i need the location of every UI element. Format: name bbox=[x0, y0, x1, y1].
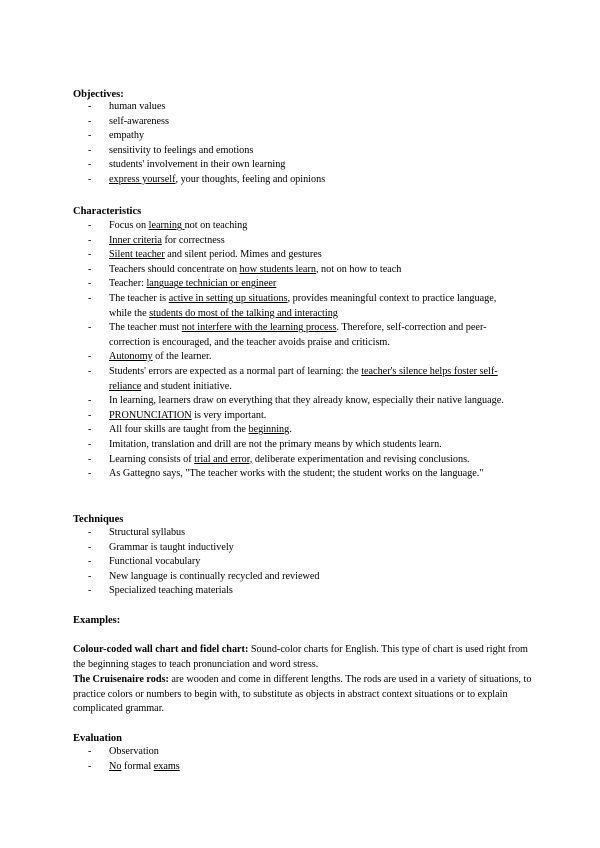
techniques-heading: Techniques bbox=[73, 514, 124, 525]
list-item: - Students' errors are expected as a normal part of learning: the teacher's silence helps foster self-reliance and student initiative. bbox=[88, 365, 518, 394]
list-item: - Silent teacher and silent period. Mimes and gestures bbox=[88, 248, 518, 263]
list-item: - Grammar is taught inductively bbox=[88, 541, 319, 556]
evaluation-heading: Evaluation bbox=[73, 733, 123, 744]
example-paragraph-rods: The Cruisenaire rods: are wooden and come in different lengths. The rods are used in a variety of situations, to practice colors or numbers to begin with, to substitute as objects in abstract context situations or to explain complicated grammar. bbox=[73, 674, 532, 715]
list-item: - Focus on learning not on teaching bbox=[88, 219, 518, 234]
objectives-heading: Objectives: bbox=[73, 89, 124, 100]
examples-heading: Examples: bbox=[73, 615, 121, 626]
list-item: - Inner criteria for correctness bbox=[88, 234, 518, 249]
characteristics-list bbox=[88, 219, 518, 482]
list-item: - express yourself, your thoughts, feeling and opinions bbox=[88, 173, 325, 188]
list-item: - students' involvement in their own learning bbox=[88, 158, 325, 173]
objectives-list bbox=[88, 100, 325, 188]
list-item: - empathy bbox=[88, 129, 325, 144]
techniques-list bbox=[88, 526, 319, 599]
list-item: - Observation bbox=[88, 745, 180, 760]
list-item: - PRONUNCIATION is very important. bbox=[88, 409, 518, 424]
list-item: - Structural syllabus bbox=[88, 526, 319, 541]
list-item: - Teacher: language technician or engineer bbox=[88, 277, 518, 292]
underlined-text: express yourself bbox=[109, 173, 176, 185]
list-item: - New language is continually recycled and reviewed bbox=[88, 570, 319, 585]
list-item: - human values bbox=[88, 100, 325, 115]
list-item: - Specialized teaching materials bbox=[88, 584, 319, 599]
list-item: - sensitivity to feelings and emotions bbox=[88, 144, 325, 159]
list-item: - Teachers should concentrate on how students learn, not on how to teach bbox=[88, 263, 518, 278]
list-item: - All four skills are taught from the beginning. bbox=[88, 423, 518, 438]
list-item: - In learning, learners draw on everything that they already know, especially their native language. bbox=[88, 394, 518, 409]
list-item: - self-awareness bbox=[88, 115, 325, 130]
list-item: - Imitation, translation and drill are not the primary means by which students learn. bbox=[88, 438, 518, 453]
list-item: - Autonomy of the learner. bbox=[88, 350, 518, 365]
list-item: - The teacher is active in setting up situations, provides meaningful context to practice language, while the students do most of the talking and interacting bbox=[88, 292, 518, 321]
example-paragraph-chart: Colour-coded wall chart and fidel chart: Sound-color charts for English. This type of chart is used right from the beginning stages to teach pronunciation and word stress. bbox=[73, 644, 528, 670]
evaluation-list bbox=[88, 745, 180, 774]
list-item: - Learning consists of trial and error, deliberate experimentation and revising conclusions. bbox=[88, 453, 518, 468]
characteristics-heading: Characteristics bbox=[73, 206, 142, 217]
list-item: - Functional vocabulary bbox=[88, 555, 319, 570]
list-item: - As Gattegno says, "The teacher works with the student; the student works on the language." bbox=[88, 467, 518, 482]
list-item: - No formal exams bbox=[88, 760, 180, 775]
list-item: - The teacher must not interfere with the learning process. Therefore, self-correction and peer-correction is encouraged, and the teacher avoids praise and criticism. bbox=[88, 321, 518, 350]
